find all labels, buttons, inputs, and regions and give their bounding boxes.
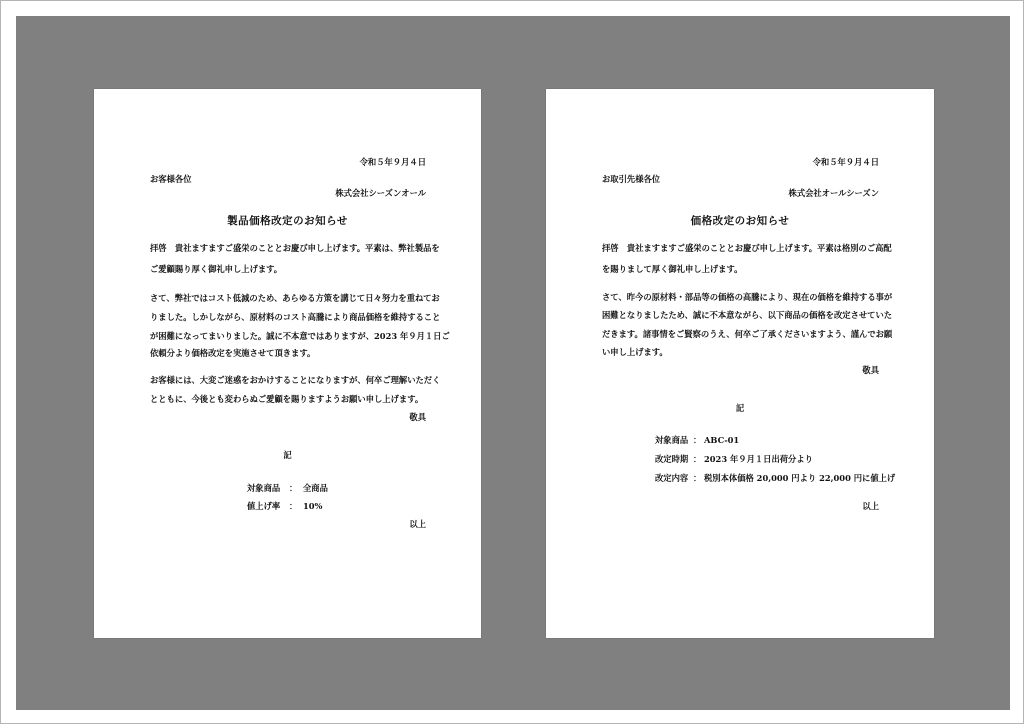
body-line: お客様には、大変ご迷惑をおかけすることになりますが、何卒ご理解いただく <box>150 375 441 385</box>
body-line: 拝啓 貴社ますますご盛栄のこととお慶び申し上げます。平素は、弊社製品を <box>150 243 440 253</box>
document-canvas <box>16 16 1010 710</box>
closing-ijo: 以上 <box>862 501 879 511</box>
letter-date: 令和５年９月４日 <box>812 157 879 167</box>
detail-label: 値上げ率 <box>247 501 281 511</box>
body-line: さて、弊社ではコスト低減のため、あらゆる方策を講じて日々努力を重ねてお <box>150 293 440 303</box>
closing-keigu: 敬具 <box>862 365 879 375</box>
body-line: りました。しかしながら、原材料のコスト高騰により商品価格を維持すること <box>150 312 441 322</box>
document-page-2 <box>546 89 934 638</box>
body-line: だきます。諸事情をご賢察のうえ、何卒ご了承くださいますよう、謹んでお願 <box>602 329 893 339</box>
closing-keigu: 敬具 <box>409 412 426 422</box>
letter-title: 製品価格改定のお知らせ <box>227 215 348 227</box>
detail-sep: ： <box>289 483 298 493</box>
letter-title: 価格改定のお知らせ <box>690 215 790 227</box>
detail-label: 改定内容 <box>655 473 689 483</box>
body-line: を賜りまして厚く御礼申し上げます。 <box>602 264 743 274</box>
detail-label: 改定時期 <box>655 454 689 464</box>
letter-sender: 株式会社オールシーズン <box>788 188 879 198</box>
body-line: さて、昨今の原材料・部品等の価格の高騰により、現在の価格を維持する事が <box>602 292 893 302</box>
document-page-1 <box>94 89 481 638</box>
detail-label: 対象商品 <box>247 483 281 493</box>
detail-sep: ： <box>693 454 702 464</box>
detail-sep: ： <box>693 473 702 483</box>
body-line: 困難となりましたため、誠に不本意ながら、以下商品の価格を改定させていた <box>602 310 893 320</box>
detail-value: 税別本体価格 20,000 円より 22,000 円に値上げ <box>704 473 896 483</box>
body-line: とともに、今後とも変わらぬご愛顧を賜りますようお願い申し上げます。 <box>150 394 424 404</box>
letter-sender: 株式会社シーズンオール <box>335 188 426 198</box>
detail-sep: ： <box>289 501 298 511</box>
body-line: 依頼分より価格改定を実施させて頂きます。 <box>150 348 316 358</box>
letter-date: 令和５年９月４日 <box>359 157 426 167</box>
letter-recipient: お取引先様各位 <box>602 174 661 184</box>
ki-heading: 記 <box>283 450 292 460</box>
closing-ijo: 以上 <box>409 519 426 529</box>
detail-value: ABC-01 <box>704 435 740 445</box>
body-line: ご愛顧賜り厚く御礼申し上げます。 <box>150 264 283 274</box>
letter-recipient: お客様各位 <box>150 174 192 184</box>
body-line: が困難になってまいりました。誠に不本意ではありますが、2023 年９月１日ご <box>150 331 450 341</box>
detail-value: 全商品 <box>303 483 328 493</box>
body-line: 拝啓 貴社ますますご盛栄のこととお慶び申し上げます。平素は格別のご高配 <box>602 243 892 253</box>
detail-label: 対象商品 <box>655 435 689 445</box>
detail-sep: ： <box>693 435 702 445</box>
detail-value: 2023 年９月１日出荷分より <box>704 454 813 464</box>
detail-value: 10% <box>303 501 323 511</box>
ki-heading: 記 <box>735 403 745 413</box>
body-line: い申し上げます。 <box>602 347 668 357</box>
